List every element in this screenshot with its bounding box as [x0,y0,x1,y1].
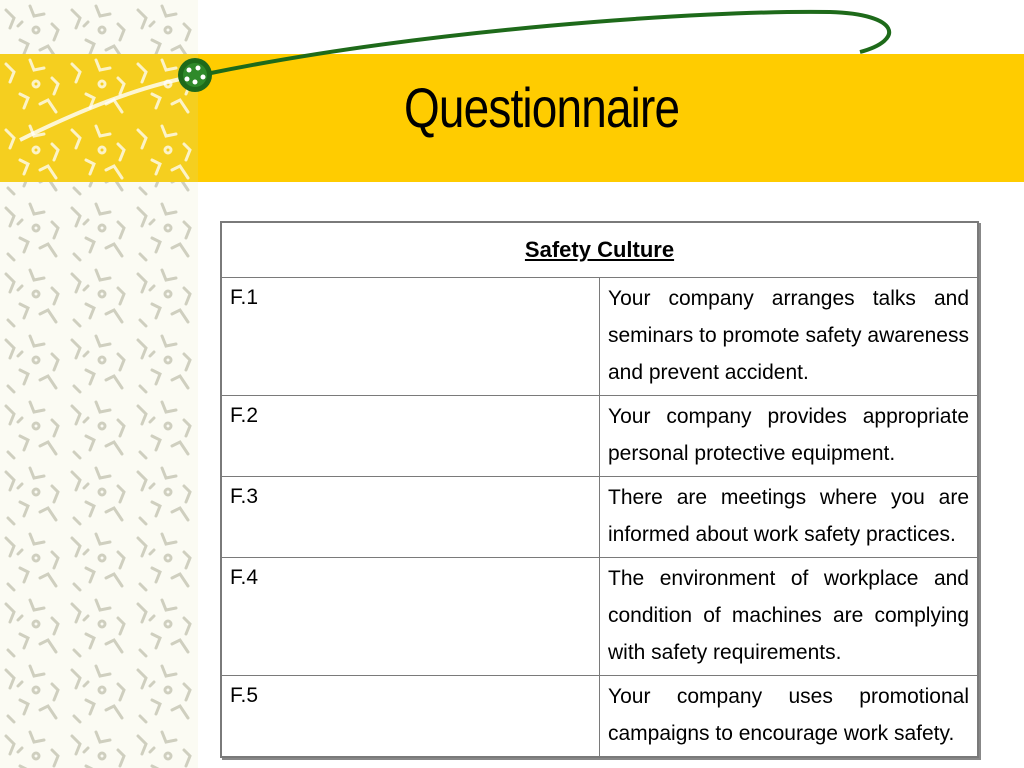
row-code: F.2 [222,396,600,477]
table-row [222,477,978,558]
questionnaire-table [220,221,979,758]
row-text: Your company uses promotional campaigns to encourage work safety. [600,676,978,757]
row-code: F.1 [222,278,600,396]
table-row [222,278,978,396]
table-row [222,558,978,676]
table-header: Safety Culture [222,223,978,278]
row-text: There are meetings where you are informed about work safety practices. [600,477,978,558]
row-code: F.3 [222,477,600,558]
row-text: Your company provides appropriate personal protective equipment. [600,396,978,477]
row-code: F.4 [222,558,600,676]
page-title: Questionnaire [404,76,680,139]
globe-icon [178,58,212,92]
row-text: Your company arranges talks and seminars to promote safety awareness and prevent accident. [600,278,978,396]
row-text: The environment of workplace and condition of machines are complying with safety requirements. [600,558,978,676]
table-row [222,396,978,477]
row-code: F.5 [222,676,600,757]
table-row [222,676,978,757]
